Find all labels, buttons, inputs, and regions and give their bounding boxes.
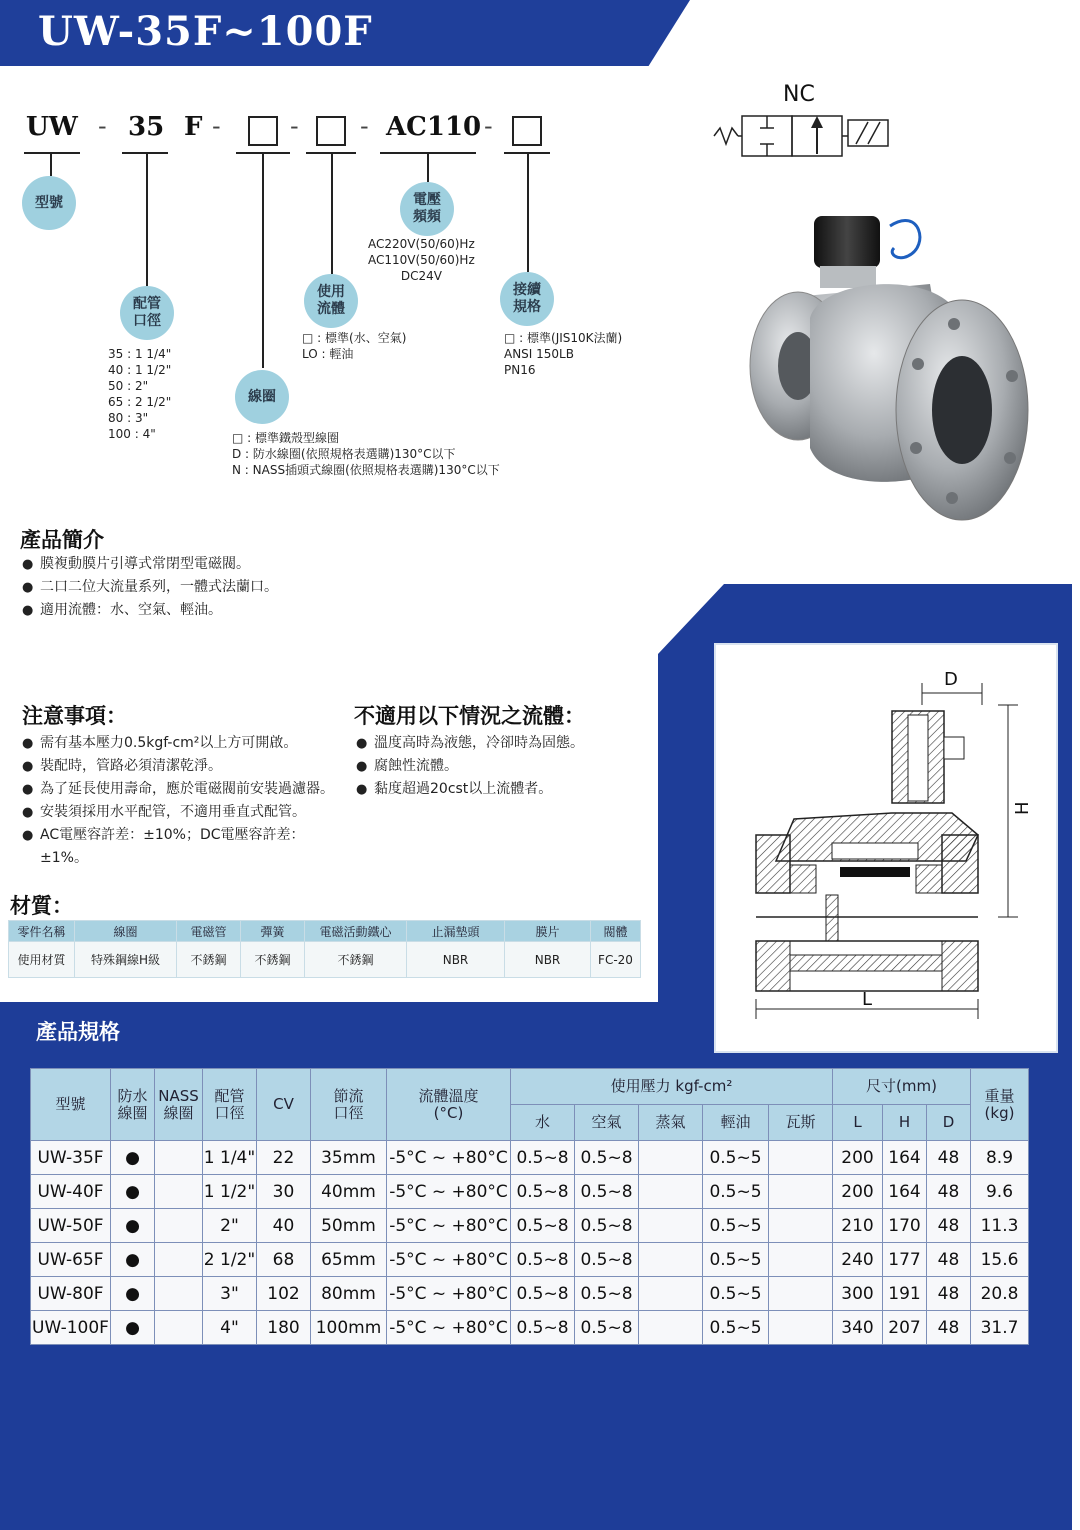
table-cell: 31.7 (971, 1311, 1029, 1345)
model-cell: UW-35F (31, 1141, 111, 1175)
code-underline (122, 152, 168, 154)
table-cell (639, 1311, 703, 1345)
leader-line (427, 152, 429, 182)
table-cell (155, 1277, 203, 1311)
table-cell (769, 1311, 833, 1345)
table-header: 型號 (31, 1069, 111, 1141)
list-item: ● 需有基本壓力0.5kgf-cm²以上方可開啟。 (22, 732, 352, 755)
table-cell: 1 1/4" (203, 1141, 257, 1175)
table-cell: 100mm (311, 1311, 387, 1345)
table-cell (639, 1141, 703, 1175)
callout-connection: 接續 規格 (500, 272, 554, 326)
note-connection-options: □ : 標準(JIS10K法蘭) ANSI 150LB PN16 (504, 331, 623, 377)
table-header: 節流 口徑 (311, 1069, 387, 1141)
dim-label-h: H (1012, 801, 1033, 815)
table-cell: 0.5~5 (703, 1311, 769, 1345)
table-cell: 0.5~8 (575, 1141, 639, 1175)
table-header: 止漏墊頭 (407, 921, 505, 942)
intro-title: 產品簡介 (20, 528, 104, 552)
table-row (31, 1243, 1029, 1277)
valve-symbol-icon (712, 106, 898, 162)
table-cell: 48 (927, 1175, 971, 1209)
table-cell: 40 (257, 1209, 311, 1243)
table-cell: 11.3 (971, 1209, 1029, 1243)
callout-pipe: 配管 口徑 (120, 286, 174, 340)
table-cell: -5°C ~ +80°C (387, 1209, 511, 1243)
cautions-list (22, 732, 352, 870)
model-cell: UW-65F (31, 1243, 111, 1277)
table-cell: 8.9 (971, 1141, 1029, 1175)
nc-label: NC (783, 82, 815, 107)
table-cell: NBR (407, 942, 505, 978)
code-flange: F (184, 112, 203, 142)
intro-list (22, 553, 278, 622)
list-item: ● 為了延長使用壽命，應於電磁閥前安裝過濾器。 (22, 778, 352, 801)
table-cell: 0.5~8 (511, 1175, 575, 1209)
table-cell: 80mm (311, 1277, 387, 1311)
note-voltage-options: AC220V(50/60)Hz AC110V(50/60)Hz DC24V (368, 237, 475, 283)
table-cell (155, 1311, 203, 1345)
table-cell: 9.6 (971, 1175, 1029, 1209)
code-dash: - (290, 112, 299, 140)
table-cell: 35mm (311, 1141, 387, 1175)
list-item: ● 腐蝕性流體。 (356, 755, 656, 778)
table-cell: 210 (833, 1209, 883, 1243)
list-item: ● 黏度超過20cst以上流體者。 (356, 778, 656, 801)
table-cell: 164 (883, 1141, 927, 1175)
list-item: ● 裝配時，管路必須清潔乾淨。 (22, 755, 352, 778)
table-cell: ● (111, 1311, 155, 1345)
table-cell: 0.5~5 (703, 1277, 769, 1311)
table-cell: 40mm (311, 1175, 387, 1209)
table-row (31, 1209, 1029, 1243)
leader-line (331, 152, 333, 274)
table-cell: 340 (833, 1311, 883, 1345)
table-row (31, 1141, 1029, 1175)
table-cell: 48 (927, 1243, 971, 1277)
table-header: CV (257, 1069, 311, 1141)
table-cell: 0.5~5 (703, 1243, 769, 1277)
table-header: D (927, 1105, 971, 1141)
cautions-title: 注意事項： (22, 704, 127, 728)
table-cell (155, 1209, 203, 1243)
table-cell: 170 (883, 1209, 927, 1243)
table-header: 使用壓力 kgf-cm² (511, 1069, 833, 1105)
table-cell: FC-20 (591, 942, 641, 978)
note-pipe-sizes: 35 : 1 1/4" 40 : 1 1/2" 50 : 2" 65 : 2 1/2" 80 : 3" 100 : 4" (108, 347, 172, 441)
code-underline (24, 152, 80, 154)
table-cell (155, 1141, 203, 1175)
table-cell: 0.5~8 (511, 1311, 575, 1345)
model-cell: UW-80F (31, 1277, 111, 1311)
table-cell: ● (111, 1243, 155, 1277)
table-cell: 0.5~5 (703, 1141, 769, 1175)
table-header: 水 (511, 1105, 575, 1141)
list-item: ● 二口二位大流量系列，一體式法蘭口。 (22, 576, 278, 599)
list-item: ● 適用流體：水、空氣、輕油。 (22, 599, 278, 622)
code-box-connection (512, 116, 542, 146)
dim-label-l: L (862, 989, 873, 1010)
table-cell: 65mm (311, 1243, 387, 1277)
table-cell: 不銹鋼 (241, 942, 305, 978)
table-header: 尺寸(mm) (833, 1069, 971, 1105)
table-header: 蒸氣 (639, 1105, 703, 1141)
table-header: H (883, 1105, 927, 1141)
code-box-fluid (316, 116, 346, 146)
table-header: 電磁管 (177, 921, 241, 942)
code-dash: - (484, 112, 493, 140)
table-cell: 不銹鋼 (305, 942, 407, 978)
list-item: ● 膜複動膜片引導式常閉型電磁閥。 (22, 553, 278, 576)
materials-table (8, 920, 641, 978)
table-row (9, 942, 641, 978)
table-cell: 0.5~8 (575, 1311, 639, 1345)
table-cell: 使用材質 (9, 942, 75, 978)
table-cell: ● (111, 1277, 155, 1311)
code-size: 35 (128, 112, 165, 142)
table-header: NASS 線圈 (155, 1069, 203, 1141)
table-row (31, 1277, 1029, 1311)
table-cell: 3" (203, 1277, 257, 1311)
table-cell: -5°C ~ +80°C (387, 1175, 511, 1209)
table-cell: 180 (257, 1311, 311, 1345)
table-cell: 48 (927, 1311, 971, 1345)
table-header: 輕油 (703, 1105, 769, 1141)
table-cell: ● (111, 1175, 155, 1209)
not-suitable-title: 不適用以下情況之流體： (354, 704, 585, 728)
table-cell: 200 (833, 1175, 883, 1209)
table-cell: -5°C ~ +80°C (387, 1277, 511, 1311)
table-cell: -5°C ~ +80°C (387, 1243, 511, 1277)
code-dash: - (212, 112, 221, 140)
table-cell: 0.5~8 (575, 1243, 639, 1277)
table-cell: -5°C ~ +80°C (387, 1311, 511, 1345)
table-cell: 240 (833, 1243, 883, 1277)
table-cell: ● (111, 1209, 155, 1243)
table-cell: 0.5~5 (703, 1209, 769, 1243)
table-header: 重量 (kg) (971, 1069, 1029, 1141)
callout-model: 型號 (22, 176, 76, 230)
table-cell: 102 (257, 1277, 311, 1311)
table-cell: 48 (927, 1209, 971, 1243)
table-cell: 15.6 (971, 1243, 1029, 1277)
table-cell: 0.5~8 (575, 1277, 639, 1311)
table-cell: 0.5~8 (575, 1209, 639, 1243)
table-cell (155, 1175, 203, 1209)
table-cell: 0.5~8 (511, 1277, 575, 1311)
table-header: 空氣 (575, 1105, 639, 1141)
leader-line (527, 152, 529, 272)
table-cell: 0.5~8 (511, 1209, 575, 1243)
table-cell: 48 (927, 1141, 971, 1175)
table-header: 瓦斯 (769, 1105, 833, 1141)
spec-title: 產品規格 (36, 1020, 120, 1044)
table-cell: 68 (257, 1243, 311, 1277)
note-fluid-options: □ : 標準(水、空氣) LO : 輕油 (302, 331, 407, 361)
page-title: UW-35F~100F (38, 8, 373, 55)
code-series: UW (26, 112, 78, 142)
table-cell: 207 (883, 1311, 927, 1345)
table-cell: 0.5~8 (511, 1243, 575, 1277)
table-cell (639, 1243, 703, 1277)
table-cell: 特殊鋼線H級 (75, 942, 177, 978)
table-header: 零件名稱 (9, 921, 75, 942)
valve-cross-section-icon (716, 645, 1056, 1051)
table-row (31, 1175, 1029, 1209)
table-cell: 不銹鋼 (177, 942, 241, 978)
leader-line (146, 152, 148, 286)
table-cell (769, 1175, 833, 1209)
list-item: ● 溫度高時為液態，冷卻時為固態。 (356, 732, 656, 755)
table-cell (639, 1175, 703, 1209)
table-cell: 200 (833, 1141, 883, 1175)
spec-table (30, 1068, 1029, 1345)
table-header: 電磁活動鐵心 (305, 921, 407, 942)
table-header: 彈簧 (241, 921, 305, 942)
table-cell (769, 1277, 833, 1311)
table-header: 閥體 (591, 921, 641, 942)
table-header: 防水 線圈 (111, 1069, 155, 1141)
model-cell: UW-100F (31, 1311, 111, 1345)
table-cell: 2" (203, 1209, 257, 1243)
list-item: ● 安裝須採用水平配管，不適用垂直式配管。 (22, 801, 352, 824)
table-cell: 1 1/2" (203, 1175, 257, 1209)
leader-line (262, 152, 264, 368)
leader-line (50, 152, 52, 176)
table-cell: 177 (883, 1243, 927, 1277)
table-cell: 164 (883, 1175, 927, 1209)
table-header: 膜片 (505, 921, 591, 942)
table-cell (639, 1277, 703, 1311)
table-cell: 0.5~8 (511, 1141, 575, 1175)
table-row (9, 921, 641, 942)
code-dash: - (98, 112, 107, 140)
table-cell (769, 1141, 833, 1175)
code-voltage: AC110 (386, 112, 482, 142)
table-cell (769, 1243, 833, 1277)
table-cell: ● (111, 1141, 155, 1175)
table-cell (769, 1209, 833, 1243)
table-cell: 191 (883, 1277, 927, 1311)
dimension-diagram (714, 643, 1058, 1053)
model-cell: UW-40F (31, 1175, 111, 1209)
table-cell: 48 (927, 1277, 971, 1311)
dim-label-d: D (944, 669, 958, 690)
callout-voltage: 電壓 頻頻 (400, 182, 454, 236)
table-cell: NBR (505, 942, 591, 978)
model-cell: UW-50F (31, 1209, 111, 1243)
table-cell: 2 1/2" (203, 1243, 257, 1277)
spec-table-body (31, 1141, 1029, 1345)
code-box-coil (248, 116, 278, 146)
materials-title: 材質： (10, 894, 73, 918)
table-cell: 300 (833, 1277, 883, 1311)
callout-coil: 線圈 (235, 370, 289, 424)
table-cell: 50mm (311, 1209, 387, 1243)
table-header: 流體溫度 (°C) (387, 1069, 511, 1141)
table-header: 線圈 (75, 921, 177, 942)
code-dash: - (360, 112, 369, 140)
table-row (31, 1311, 1029, 1345)
solenoid-valve-photo-icon (740, 198, 1040, 538)
table-cell: 4" (203, 1311, 257, 1345)
table-cell: 0.5~8 (575, 1175, 639, 1209)
not-suitable-list (356, 732, 656, 801)
note-coil-options: □ : 標準鐵殼型線圈 D : 防水線圈(依照規格表選購)130°C以下 N : NASS插頭式線圈(依照規格表選購)130°C以下 (232, 431, 500, 477)
table-row (31, 1069, 1029, 1105)
list-item: ● AC電壓容許差：±10%；DC電壓容許差：±1%。 (22, 824, 352, 870)
table-cell (155, 1243, 203, 1277)
callout-fluid: 使用 流體 (304, 274, 358, 328)
table-cell (639, 1209, 703, 1243)
table-cell: 30 (257, 1175, 311, 1209)
table-cell: -5°C ~ +80°C (387, 1141, 511, 1175)
table-header: 配管 口徑 (203, 1069, 257, 1141)
table-cell: 22 (257, 1141, 311, 1175)
table-cell: 20.8 (971, 1277, 1029, 1311)
table-header: L (833, 1105, 883, 1141)
table-cell: 0.5~5 (703, 1175, 769, 1209)
